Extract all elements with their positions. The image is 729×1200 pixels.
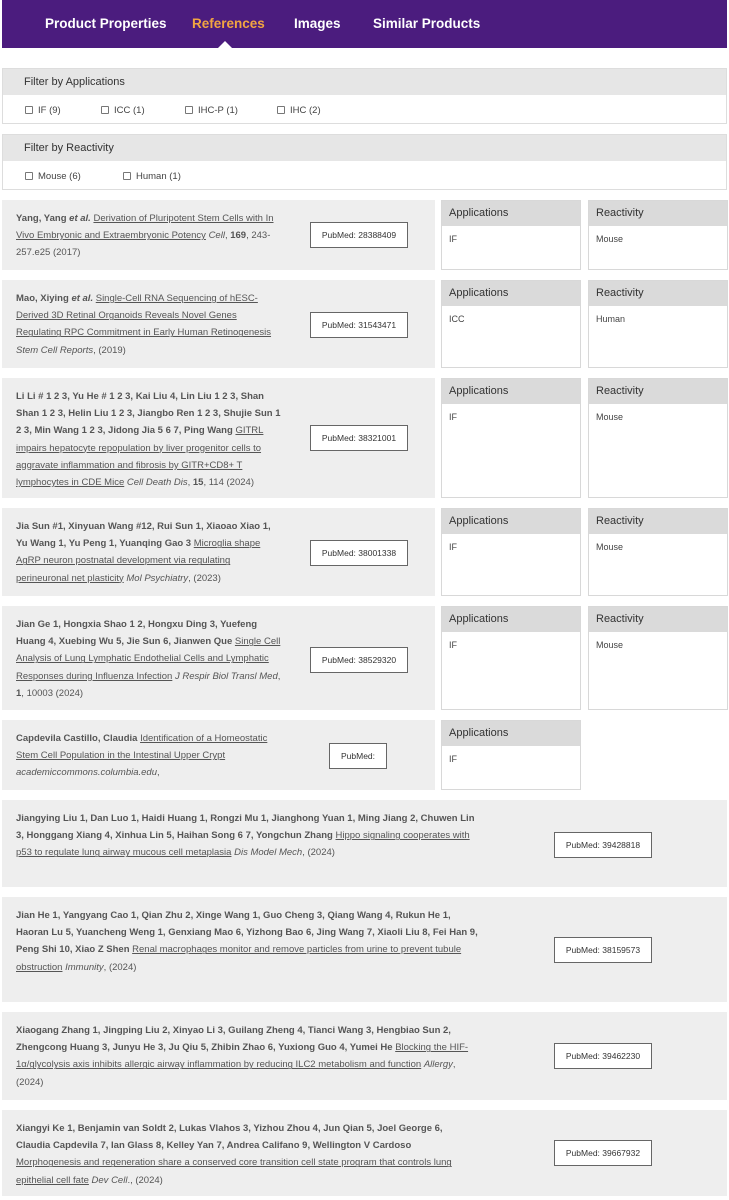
reference-item <box>2 1012 727 1100</box>
reference-citation: Jian He 1, Yangyang Cao 1, Qian Zhu 2, Xinge Wang 1, Guo Cheng 3, Qiang Wang 4, Rukun He 1, Haoran Lu 5, Yuancheng Weng 1, Genxiang Mao 6, Yizhong Bao 6, Jing Wang 7, Xiaoli Liu 8, Fei Han 9, Peng Shi 10, Xiao Z Shen Renal macrophages monitor and remove particles from urine to prevent tubule obstruction Immunity, (2024) <box>16 910 478 973</box>
reference-citation: Xiaogang Zhang 1, Jingping Liu 2, Xinyao Li 3, Guilang Zheng 4, Tianci Wang 3, Hengbiao Sun 2, Zhengcong Huang 3, Junyu He 3, Ju Qiu 5, Zhibin Zhao 6, Yuxiong Guo 4, Yumei He Blocking the HIF-1α/glycolysis axis inhibits allergic airway inflammation by reducing ILC2 metabolism and function Allergy, (2024) <box>16 1025 469 1088</box>
filter-applications-panel <box>2 68 727 124</box>
reference-title-link[interactable]: Derivation of Pluripotent Stem Cells with In Vivo Embryonic and Extraembryonic Potency <box>16 213 274 242</box>
reference-citation: Yang, Yang et al. Derivation of Pluripotent Stem Cells with In Vivo Embryonic and Extraembryonic Potency Cell, 169, 243-257.e25 (2017) <box>16 213 274 259</box>
reference-item <box>2 508 435 596</box>
reactivity-box: Reactivity Mouse <box>588 378 728 498</box>
filter-option-if[interactable]: IF (9) <box>25 105 61 116</box>
filter-option-mouse[interactable]: Mouse (6) <box>25 171 81 182</box>
tab-similar-products[interactable]: Similar Products <box>373 16 481 31</box>
pubmed-button[interactable]: PubMed: 39462230 <box>554 1043 652 1069</box>
reference-item <box>2 606 435 710</box>
reference-item <box>2 280 435 368</box>
pubmed-button[interactable]: PubMed: 38159573 <box>554 937 652 963</box>
checkbox[interactable] <box>101 106 109 114</box>
reference-citation: Jia Sun #1, Xinyuan Wang #12, Rui Sun 1, Xiaoao Xiao 1, Yu Wang 1, Yu Peng 1, Yuanqing Gao 3 Microglia shape AgRP neuron postnatal development via regulating perineuronal net plasticity Mol Psychiatry, (2023) <box>16 521 271 584</box>
applications-box: Applications IF <box>441 378 581 498</box>
filter-option-ihc-p[interactable]: IHC-P (1) <box>185 105 238 116</box>
reference-item <box>2 897 727 1002</box>
reference-title-link[interactable]: Hippo signaling cooperates with p53 to regulate lung airway mucous cell metaplasia <box>16 830 470 859</box>
reference-title-link[interactable]: GITRL impairs hepatocyte repopulation by liver progenitor cells to aggravate inflammation and fibrosis by GITR+CD8+ T lymphocytes in CDE Mice <box>16 425 264 489</box>
reference-citation: Jiangying Liu 1, Dan Luo 1, Haidi Huang 1, Rongzi Mu 1, Jianghong Yuan 1, Ming Jiang 2, Chuwen Lin 3, Honggang Xiang 4, Xinhua Lin 5, Haihan Song 6 7, Yongchun Zhang Hippo signaling cooperates with p53 to regulate lung airway mucous cell metaplasia Dis Model Mech, (2024) <box>16 813 475 859</box>
checkbox[interactable] <box>25 172 33 180</box>
pubmed-button[interactable]: PubMed: 31543471 <box>310 312 408 338</box>
pubmed-button[interactable]: PubMed: 38529320 <box>310 647 408 673</box>
reference-citation: Capdevila Castillo, Claudia Identification of a Homeostatic Stem Cell Population in the Intestinal Upper Crypt academiccommons.columbia.edu, <box>16 733 268 779</box>
applications-box: Applications IF <box>441 200 581 270</box>
pubmed-button[interactable]: PubMed: 38321001 <box>310 425 408 451</box>
applications-box: Applications ICC <box>441 280 581 368</box>
filter-reactivity-title: Filter by Reactivity <box>3 135 726 161</box>
reference-title-link[interactable]: Single-Cell RNA Sequencing of hESC-Derived 3D Retinal Organoids Reveals Novel Genes Regulating RPC Commitment in Early Human Retinogenesis <box>16 293 272 339</box>
filter-option-human[interactable]: Human (1) <box>123 171 181 182</box>
applications-box: Applications IF <box>441 720 581 790</box>
checkbox[interactable] <box>123 172 131 180</box>
reference-title-link[interactable]: Renal macrophages monitor and remove particles from urine to prevent tubule obstruction <box>16 944 462 973</box>
filter-applications-title: Filter by Applications <box>3 69 726 95</box>
tab-product-properties[interactable]: Product Properties <box>45 16 167 31</box>
pubmed-button[interactable]: PubMed: 38001338 <box>310 540 408 566</box>
reference-title-link[interactable]: Blocking the HIF-1α/glycolysis axis inhibits allergic airway inflammation by reducing ILC2 metabolism and function <box>16 1042 469 1071</box>
tab-images[interactable]: Images <box>294 16 341 31</box>
reference-item <box>2 378 435 498</box>
reactivity-box: Reactivity Human <box>588 280 728 368</box>
reference-citation: Jian Ge 1, Hongxia Shao 1 2, Hongxu Ding 3, Yuefeng Huang 4, Xuebing Wu 5, Jie Sun 6, Jianwen Que Single Cell Analysis of Lung Lymphatic Endothelial Cells and Lymphatic Responses during Influenza Infection J Respir Biol Transl Med, 1, 10003 (2024) <box>16 619 281 699</box>
reference-item <box>2 720 435 790</box>
pubmed-button[interactable]: PubMed: 39428818 <box>554 832 652 858</box>
applications-box: Applications IF <box>441 508 581 596</box>
checkbox[interactable] <box>277 106 285 114</box>
tab-references[interactable]: References <box>192 16 265 31</box>
checkbox[interactable] <box>25 106 33 114</box>
filter-option-icc[interactable]: ICC (1) <box>101 105 145 116</box>
reference-title-link[interactable]: Microglia shape AgRP neuron postnatal development via regulating perineuronal net plasticity <box>16 538 261 584</box>
reference-title-link[interactable]: Morphogenesis and regeneration share a conserved core transition cell state program that controls lung epithelial cell fate <box>16 1157 452 1186</box>
reference-citation: Li Li # 1 2 3, Yu He # 1 2 3, Kai Liu 4, Lin Liu 1 2 3, Shan Shan 1 2 3, Helin Liu 1 2 3, Jiangbo Ren 1 2 3, Shujie Sun 1 2 3, Min Wang 1 2 3, Jidong Jia 5 6 7, Ping Wang GITRL impairs hepatocyte repopulation by liver progenitor cells to aggravate inflammation and fibrosis by GITR+CD8+ T lymphocytes in CDE Mice Cell Death Dis, 15, 114 (2024) <box>16 391 281 489</box>
applications-box: Applications IF <box>441 606 581 710</box>
pubmed-button[interactable]: PubMed: 28388409 <box>310 222 408 248</box>
pubmed-button[interactable]: PubMed: 39667932 <box>554 1140 652 1166</box>
reactivity-box: Reactivity Mouse <box>588 200 728 270</box>
product-tab-bar <box>2 0 727 48</box>
reactivity-box: Reactivity Mouse <box>588 606 728 710</box>
checkbox[interactable] <box>185 106 193 114</box>
reference-citation: Mao, Xiying et al. Single-Cell RNA Sequencing of hESC-Derived 3D Retinal Organoids Reveals Novel Genes Regulating RPC Commitment in Early Human Retinogenesis Stem Cell Reports, (2019) <box>16 293 272 356</box>
reference-title-link[interactable]: Single Cell Analysis of Lung Lymphatic Endothelial Cells and Lymphatic Responses during Influenza Infection <box>16 636 281 682</box>
reference-item <box>2 200 435 270</box>
reference-citation: Xiangyi Ke 1, Benjamin van Soldt 2, Lukas Vlahos 3, Yizhou Zhou 4, Jun Qian 5, Joel George 6, Claudia Capdevila 7, Ian Glass 8, Kelley Yan 7, Andrea Califano 9, Wellington V Cardoso Morphogenesis and regeneration share a conserved core transition cell state program that controls lung epithelial cell fate Dev Cell., (2024) <box>16 1123 452 1186</box>
filter-option-ihc[interactable]: IHC (2) <box>277 105 321 116</box>
filter-reactivity-panel <box>2 134 727 190</box>
reactivity-box: Reactivity Mouse <box>588 508 728 596</box>
active-tab-indicator <box>218 41 232 48</box>
reference-item <box>2 800 727 887</box>
reference-title-link[interactable]: Identification of a Homeostatic Stem Cell Population in the Intestinal Upper Crypt <box>16 733 268 762</box>
reference-item <box>2 1110 727 1196</box>
pubmed-button[interactable]: PubMed: <box>329 743 387 769</box>
